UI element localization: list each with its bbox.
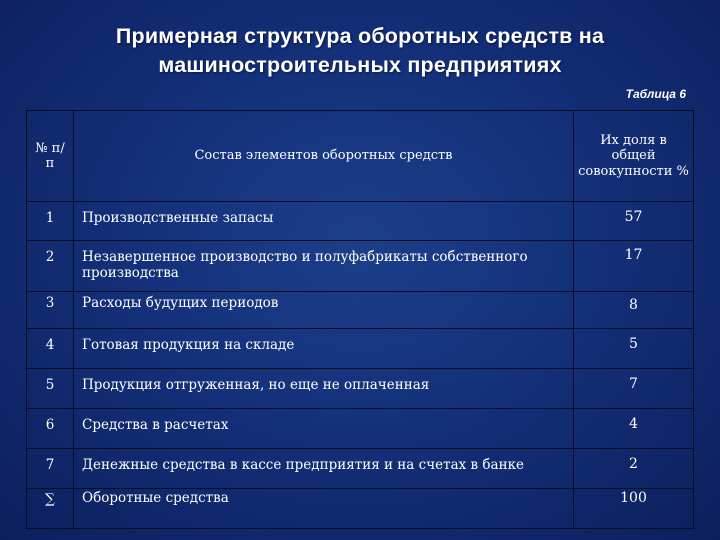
row-share: 5 — [574, 329, 694, 369]
row-number: 4 — [27, 329, 74, 369]
row-element: Денежные средства в кассе предприятия и на счетах в банке — [74, 449, 574, 489]
table-total-row — [27, 489, 694, 529]
row-number: 7 — [27, 449, 74, 489]
header-number: № п/п — [27, 111, 74, 202]
table-row — [27, 241, 694, 292]
row-share: 7 — [574, 369, 694, 409]
row-number: 3 — [27, 292, 74, 329]
table-row — [27, 409, 694, 449]
header-share: Их доля в общей совокупности % — [574, 111, 694, 202]
row-element: Средства в расчетах — [74, 409, 574, 449]
table-header-row — [27, 111, 694, 202]
table-number-caption: Таблица 6 — [625, 87, 686, 101]
header-element: Состав элементов оборотных средств — [74, 111, 574, 202]
row-share: 2 — [574, 449, 694, 489]
row-element: Незавершенное производство и полуфабрикаты собственного производства — [74, 241, 574, 292]
slide-title — [40, 22, 680, 80]
row-share: 57 — [574, 202, 694, 241]
row-element: Оборотные средства — [74, 489, 574, 529]
table-row — [27, 292, 694, 329]
sum-symbol: ∑ — [27, 489, 74, 529]
slide-title-line-2: машиностроительных предприятиях — [158, 53, 562, 77]
working-capital-structure-table — [26, 110, 694, 529]
table-row — [27, 449, 694, 489]
row-share: 100 — [574, 489, 694, 529]
row-share: 8 — [574, 292, 694, 329]
row-element: Готовая продукция на складе — [74, 329, 574, 369]
row-share: 4 — [574, 409, 694, 449]
row-share: 17 — [574, 241, 694, 292]
row-number: 2 — [27, 241, 74, 292]
row-number: 5 — [27, 369, 74, 409]
row-element: Расходы будущих периодов — [74, 292, 574, 329]
table-row — [27, 329, 694, 369]
table-row — [27, 202, 694, 241]
slide-title-line-1: Примерная структура оборотных средств на — [115, 24, 605, 48]
row-element: Продукция отгруженная, но еще не оплаченная — [74, 369, 574, 409]
row-number: 1 — [27, 202, 74, 241]
row-number: 6 — [27, 409, 74, 449]
row-element: Производственные запасы — [74, 202, 574, 241]
table-row — [27, 369, 694, 409]
